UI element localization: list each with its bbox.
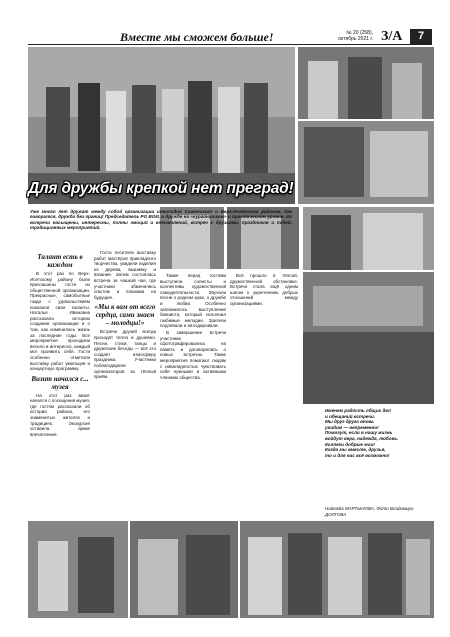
- page-header: [0, 0, 450, 46]
- col1-paragraph-2: На этот раз визит начался с посещения музея, где гостям рассказали об истории района, его знаменитых жителях и традициях. Экскурсия оставила яркие впечатления.: [30, 392, 90, 437]
- photo-museum-exhibit: [298, 121, 434, 204]
- poem-line: Именем радость общих дел: [325, 408, 391, 413]
- article-headline: Для дружбы крепкой нет преград!: [28, 180, 294, 197]
- photo-choir: [240, 521, 434, 618]
- photo-accordion-player: [298, 47, 434, 119]
- col4-paragraph: Всё прошло в тёплой, дружественной обстановке. Встреча стала ещё одним шагом к укреплению добрых отношений между организациями.: [230, 273, 298, 306]
- col2-paragraph-2: Встречи друзей всегда проходят тепло и душевно. Песни, стихи, танцы и дружеские беседы — всё это создаёт атмосферу праздника. Участники поблагодарили организаторов за тёплый приём.: [94, 329, 156, 380]
- column-3: [160, 273, 226, 518]
- column-2: [94, 250, 156, 518]
- col3-paragraph-2: В завершение встречи участники сфотографировались на память и договорились о новых встречах. Такие мероприятия помогают людям с инвалидностью чувствовать себя нужными и активными членами общества.: [160, 329, 226, 380]
- photo-guests-portraits: [303, 207, 434, 270]
- col1-paragraph: В этот раз по Верх-Исетскому району были приглашены гости из общественной организации. Прекрасные, самобытные люди с удовольствием показали свои таланты. Наталья Ивановна рассказала историю создания организации и о том, как изменилась жизнь за последние годы. Все мероприятия проходили весело и интересно, каждый мог проявить себя. Гости особенно отметили выставку работ умельцев и концертную программу.: [30, 271, 90, 372]
- header-slogan: Вместе мы сможем больше!: [120, 30, 274, 44]
- article-lead: Уже много лет дружат между собой организации инвалидов Советского и Верх-Исетского районов. Как говорится, дружба без границ! Председатель РО ВОИ, в дружбе на «кураторском» и практическом уровне. Их встречи насыщены, интересны, полны эмоций и впечатлений, встреч с друзьями, праздников и побед, традиционных мероприятий.: [30, 209, 292, 231]
- page-number: 7: [410, 29, 432, 44]
- photo-musicians: [130, 521, 238, 618]
- header-divider: [28, 44, 432, 45]
- poem-block: [325, 408, 430, 458]
- col2-paragraph: Гости посетили выставку работ мастеров прикладного творчества, увидели изделия из дерева, вышивку и вязание. Затем состоялась встреча за чашкой чая, где участники обменялись опытом и планами на будущее.: [94, 250, 156, 300]
- author-signature: Надежда МАРТЫНОВА, Фото Владимира ДОЛГОВА: [325, 506, 414, 517]
- col3-paragraph: Также перед гостями выступили солисты и коллективы художественной самодеятельности. Звучали песни о родном крае, о дружбе и любви. Особенно запомнилось выступление баяниста, который исполнил любимые мелодии. Зрители подпевали и аплодировали.: [160, 273, 226, 329]
- column-1: [30, 250, 90, 518]
- subhead-talent: Талант есть в каждом: [37, 253, 83, 269]
- issue-info: [327, 30, 373, 42]
- poem-line: Помогут, если в нашу жизнь: [325, 430, 393, 436]
- photo-hall-audience: [303, 272, 434, 404]
- column-4: [230, 273, 298, 518]
- poem-line: Коллеги добрые мои!: [325, 441, 375, 447]
- poem-line: увидим — непременно!: [325, 424, 379, 430]
- photo-dancers: [28, 521, 128, 618]
- poem-line: и обещаний встречи.: [325, 413, 376, 419]
- issue-date: октябрь 2021 г.: [338, 36, 373, 42]
- poem-line: войдут вера, надежда, любовь.: [325, 435, 399, 441]
- issue-number: № 20 (258),: [346, 30, 373, 36]
- subhead-hearts: «Мы к вам от всего сердца, сами знаем – молодцы!»: [94, 303, 156, 328]
- poem-line: Когда мы вместе, друзья,: [325, 447, 386, 453]
- subhead-museum: Визит начался с... музея: [31, 374, 89, 391]
- newspaper-logo: З/А: [381, 29, 403, 44]
- poem-line: Мы друг друга вновь: [325, 419, 374, 425]
- poem-line: то и для нас всё возможно!: [325, 452, 390, 458]
